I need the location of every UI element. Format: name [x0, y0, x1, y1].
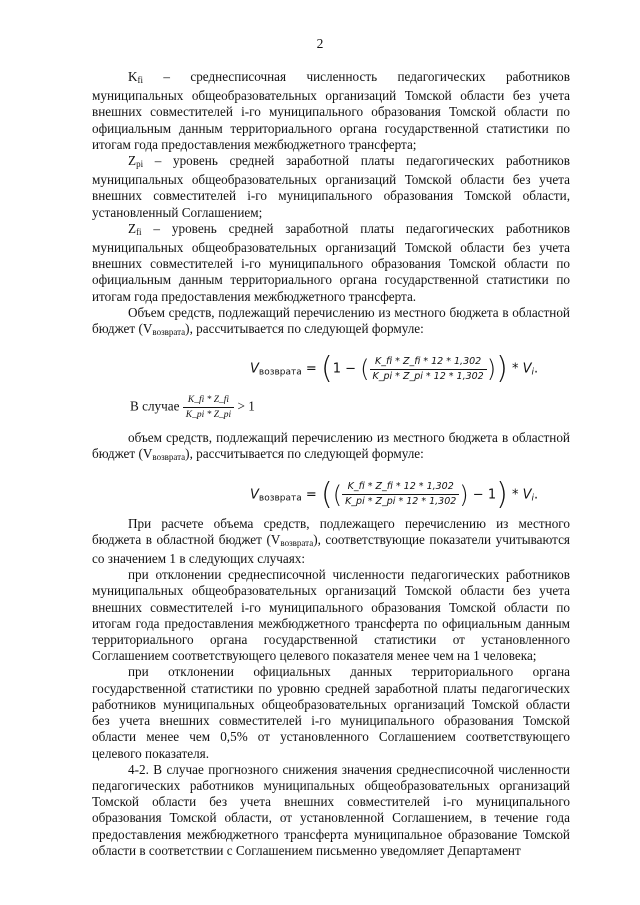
v-subscript: возврата: [152, 327, 186, 338]
volume-paragraph-1: [92, 305, 570, 340]
open-paren: (: [320, 351, 333, 387]
definition-text: – уровень средней заработной платы педагогических работников муниципальных общеобразовательных организаций Томской области без учета внешних совместителей i-го муниципального образования Томской области, установленный Соглашением;: [92, 153, 570, 220]
formula-fraction: [370, 356, 487, 383]
paragraph-text: При расчете объема средств, подлежащего перечислению из местного бюджета в областной бюджет (V: [92, 515, 570, 547]
open-paren-inner: (: [360, 355, 370, 384]
volume-paragraph-2: [92, 430, 570, 465]
formula-tail-subscript: i: [531, 367, 535, 378]
formula-2: [92, 466, 570, 516]
formula-denominator: K_pi * Z_pi * 12 * 1,302: [345, 496, 457, 508]
formula-lhs-subscript: возврата: [258, 367, 302, 378]
formula-end: .: [534, 361, 539, 377]
formula-numerator: K_fi * Z_fi * 12 * 1,302: [342, 481, 459, 495]
formula-one-minus: 1 −: [332, 361, 361, 377]
case-label: В случае: [130, 398, 180, 414]
symbol: Z: [128, 220, 137, 236]
formula-lhs: V: [250, 361, 259, 377]
case-2-paragraph: при отклонении официальных данных территориального органа государственной статистики по уровню средней заработной платы педагогических работников муниципальных общеобразовательных организаций Томской области без учета внешних совместителей i-го муниципального образования Томской области менее чем 0,5% от установленного Соглашением соответствующего целевого показателя.: [92, 664, 570, 761]
open-paren: (: [320, 476, 333, 512]
v-subscript: возврата: [280, 537, 314, 548]
symbol-subscript: fi: [137, 75, 144, 85]
formula-lhs-subscript: возврата: [258, 493, 302, 504]
paragraph-text: Объем средств, подлежащий перечислению из местного бюджета в областной бюджет (V: [92, 304, 570, 337]
symbol-subscript: pi: [136, 159, 144, 170]
close-paren-inner: ): [459, 480, 469, 509]
symbol: Z: [128, 153, 137, 169]
formula-numerator: K_fi * Z_fi * 12 * 1,302: [370, 356, 487, 370]
case-1-paragraph: при отклонении среднесписочной численности педагогических работников муниципальных общеобразовательных организаций Томской области без учета внешних совместителей i-го муниципального образования Томской области по итогам года предоставления межбюджетного трансферта по официальным данным территориального органа государственной статистики от установленного Соглашением соответствующего целевого показателя менее чем на 1 человека;: [92, 567, 570, 664]
open-paren-inner: (: [332, 480, 343, 509]
case-fraction: [183, 394, 234, 421]
formula-denominator: K_pi * Z_pi * 12 * 1,302: [372, 370, 484, 382]
formula-equals: =: [301, 487, 321, 503]
formula-tail-subscript: i: [531, 493, 535, 504]
definition-z-fi: [92, 221, 570, 305]
paragraph-text: ), рассчитывается по следующей формуле:: [185, 446, 424, 462]
definition-text: – среднесписочная численность педагогических работников муниципальных общеобразовательных организаций Томской области без учета внешних совместителей i-го муниципального образования Томской области по официальным данным территориального органа государственной статистики по итогам года предоставления межбюджетного трансферта;: [92, 69, 570, 152]
formula-tail: * V: [507, 487, 532, 503]
case-numerator: K_fi * Z_fi: [183, 394, 234, 408]
formula-equals: =: [301, 361, 321, 377]
formula-fraction: [342, 481, 459, 508]
v-subscript: возврата: [152, 452, 186, 463]
case-operator: > 1: [234, 398, 255, 414]
paragraph-text: ), рассчитывается по следующей формуле:: [185, 321, 424, 337]
close-paren: ): [496, 351, 508, 387]
formula-minus-one: − 1: [468, 487, 497, 503]
formula-end: .: [534, 487, 539, 503]
definition-k-fi: [92, 69, 570, 153]
paragraph-text: ), соответствующие показатели учитываются со значением 1 в следующих случаях:: [92, 531, 570, 567]
case-denominator: K_pi * Z_pi: [185, 410, 232, 421]
formula-1: [92, 340, 570, 390]
paragraph-text: объем средств, подлежащий перечислению из местного бюджета в областной бюджет (V: [92, 430, 570, 462]
symbol-subscript: fi: [136, 226, 142, 237]
definition-text: – уровень средней заработной платы педагогических работников муниципальных общеобразовательных организаций Томской области без учета внешних совместителей i-го муниципального образования Томской области по официальным данным территориального органа государственной статистики по итогам года предоставления межбюджетного трансферта.: [92, 220, 570, 304]
calculation-paragraph: [92, 516, 570, 568]
page-number: 2: [316, 36, 324, 51]
document-body: [92, 69, 570, 859]
clause-4-2-paragraph: 4-2. В случае прогнозного снижения значения среднесписочной численности педагогических работников муниципальных общеобразовательных организаций Томской области без учета внешних совместителей i-го муниципального образования Томской области, от установленной Соглашением, в течение года предоставления межбюджетного трансферта муниципальное образование Томской области в соответствии с Соглашением письменно уведомляет Департамент: [92, 761, 570, 858]
definition-z-pi: [92, 153, 570, 221]
symbol: K: [128, 69, 138, 84]
formula-lhs: V: [250, 487, 259, 503]
close-paren-inner: ): [486, 355, 497, 384]
close-paren: ): [496, 476, 508, 512]
formula-tail: * V: [507, 361, 532, 377]
condition-case: [92, 390, 570, 430]
